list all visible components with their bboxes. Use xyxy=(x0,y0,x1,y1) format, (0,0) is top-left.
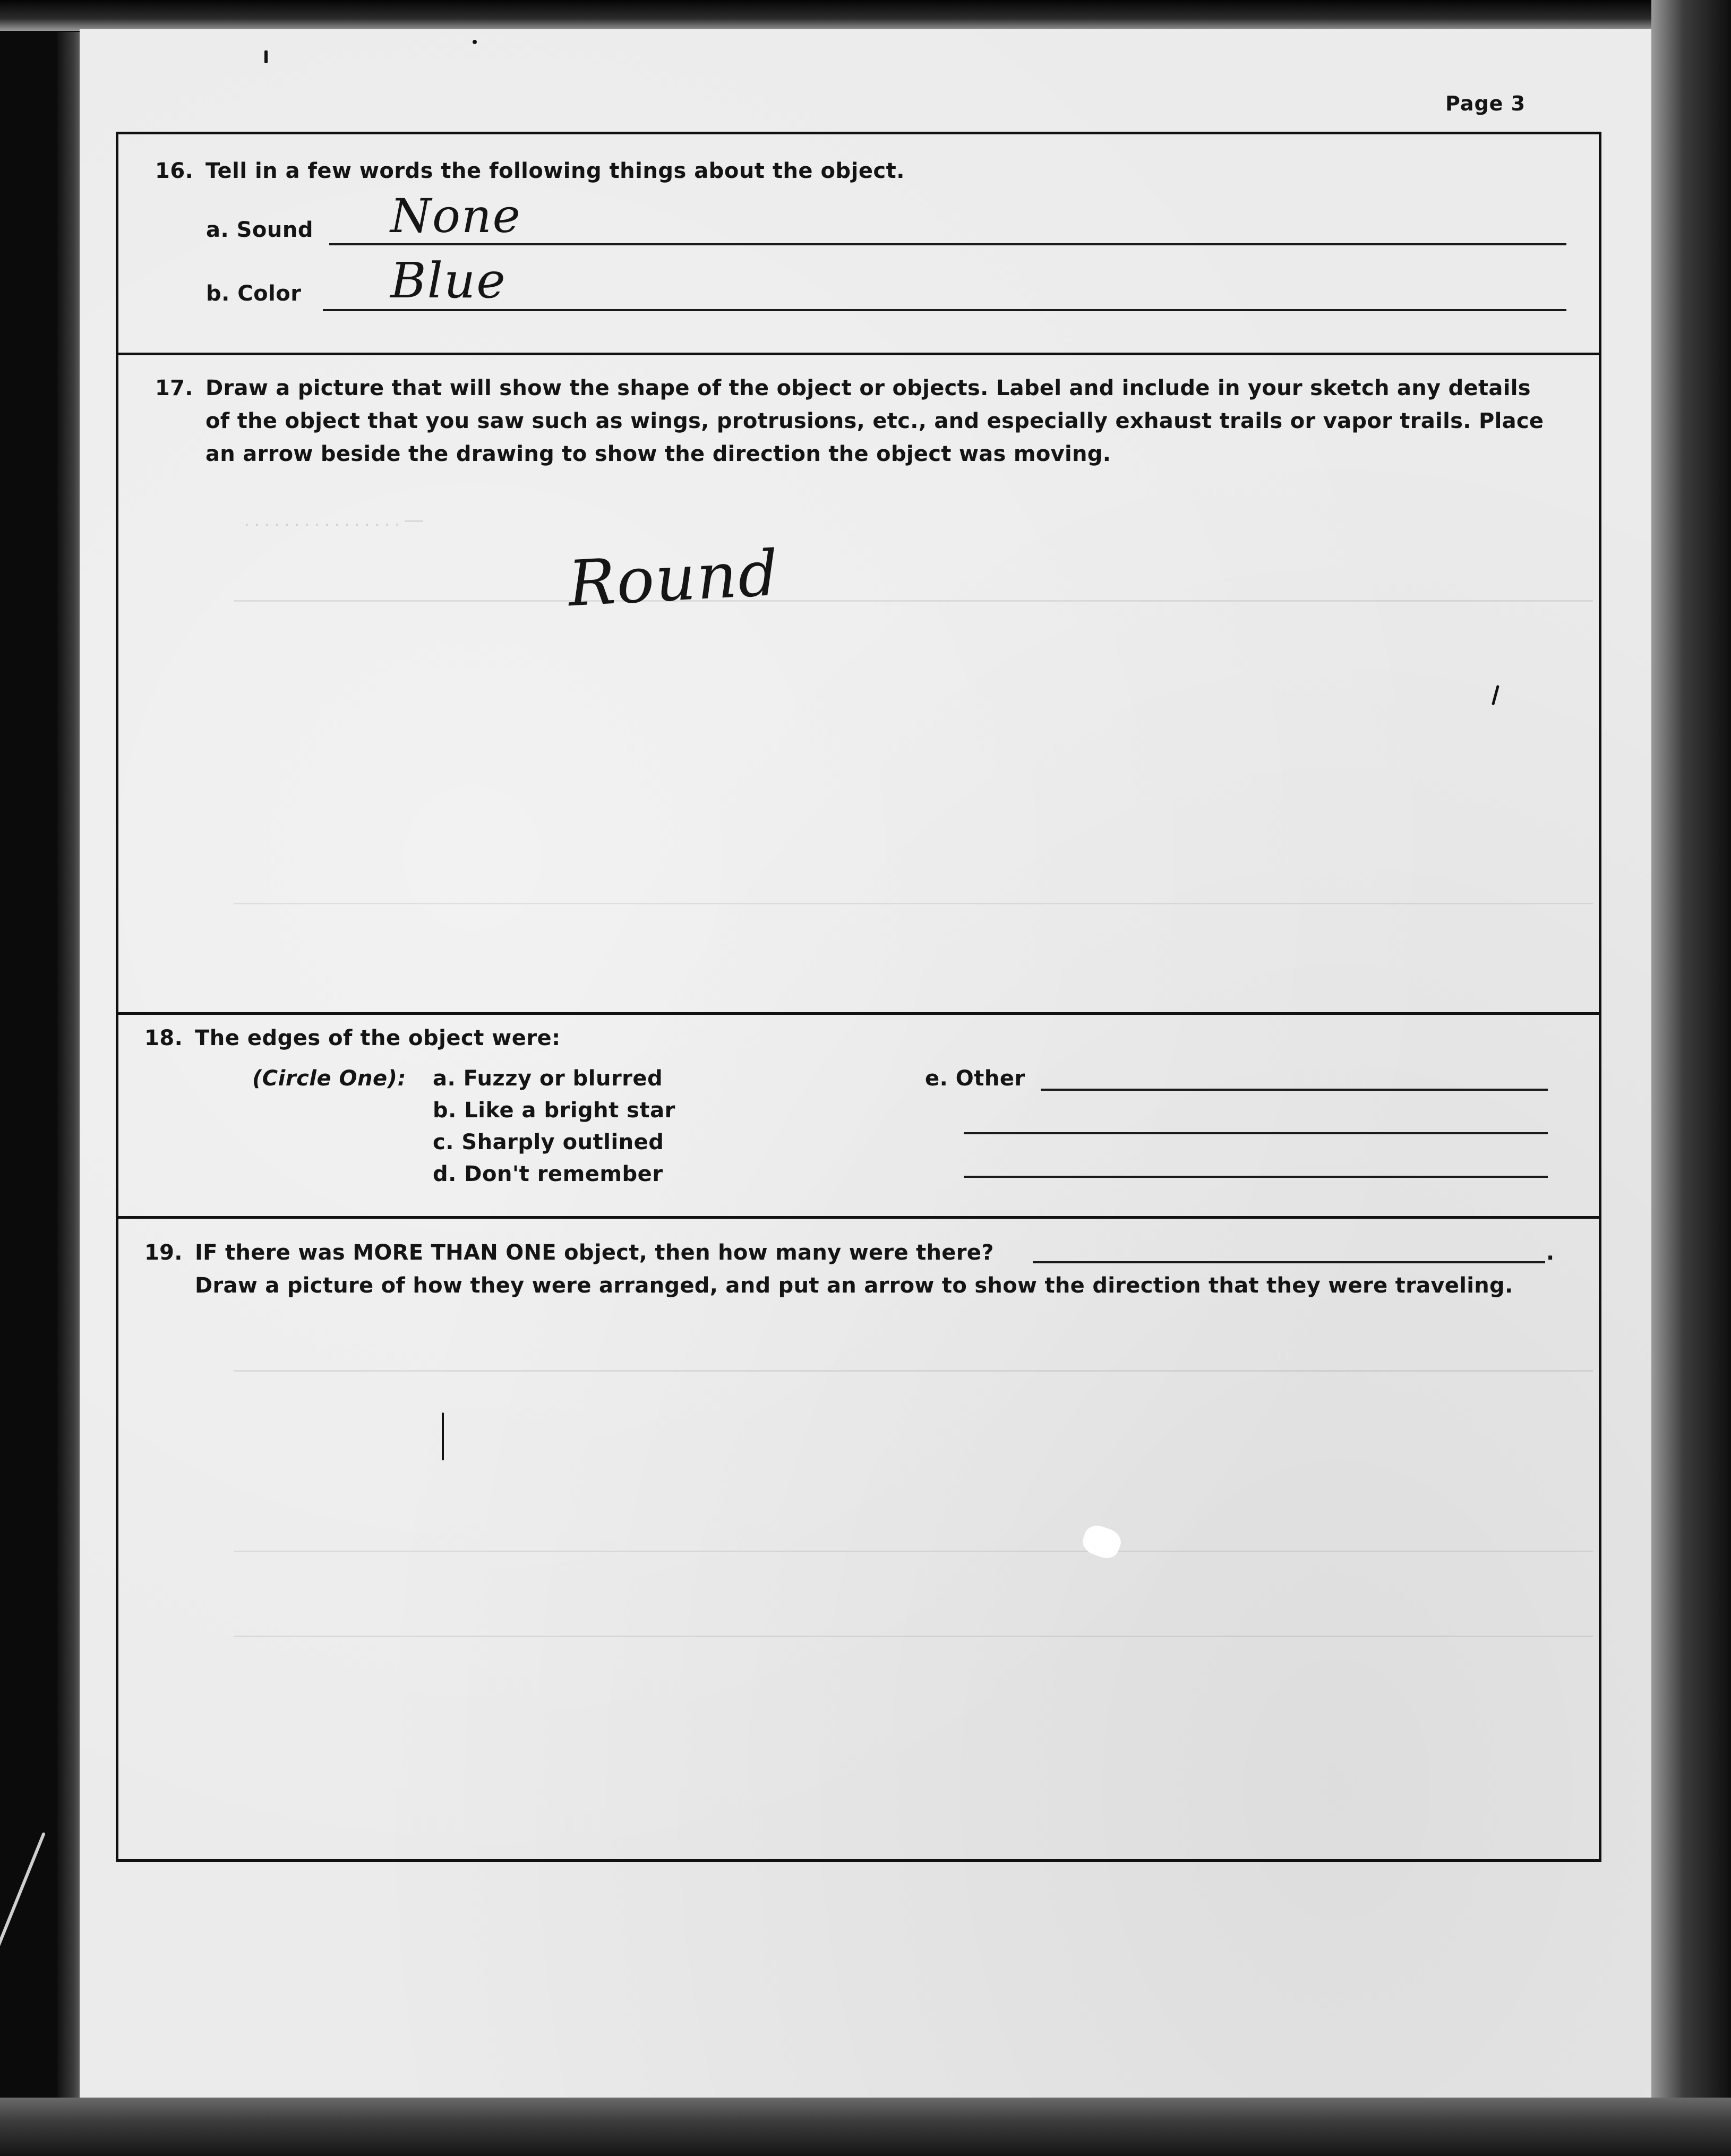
section-divider xyxy=(116,1012,1601,1015)
section-divider xyxy=(116,1216,1601,1219)
form-top-rule xyxy=(116,132,1601,134)
bleed-through-text: — . . . . . . . . . . . . . . . . xyxy=(244,510,423,530)
q17-number: 17. xyxy=(155,376,193,400)
q18-prompt xyxy=(144,1022,561,1054)
q19-line2: Draw a picture of how they were arranged, and put an arrow to show the direction that they were traveling. xyxy=(195,1273,1513,1298)
q18-number: 18. xyxy=(144,1026,183,1050)
q18-instruction: (Circle One): xyxy=(252,1066,406,1091)
photo-top-edge xyxy=(0,0,1731,31)
q16-sound-label: a. Sound xyxy=(206,218,313,242)
q17-sketch-answer: Round xyxy=(566,536,781,621)
q17-line3: an arrow beside the drawing to show the direction the object was moving. xyxy=(205,442,1111,466)
q16-prompt xyxy=(155,155,905,187)
q19-prompt xyxy=(144,1236,1513,1302)
q18-other-line-2[interactable] xyxy=(964,1132,1548,1134)
q16-color-answer: Blue xyxy=(390,252,507,309)
q16-text: Tell in a few words the following things about the object. xyxy=(205,159,905,183)
q17-prompt xyxy=(155,372,1544,470)
page-number: Page 3 xyxy=(1445,92,1526,115)
q18-other-line[interactable] xyxy=(1041,1089,1548,1091)
q16-color-label: b. Color xyxy=(206,281,302,306)
q18-option-b[interactable]: b. Like a bright star xyxy=(433,1098,675,1123)
photo-right-edge xyxy=(1651,0,1731,2156)
q18-option-a[interactable]: a. Fuzzy or blurred xyxy=(433,1066,663,1091)
photo-bottom-edge xyxy=(0,2098,1731,2156)
q17-line2: of the object that you saw such as wings, protrusions, etc., and especially exhaust trails or vapor trails. Place xyxy=(205,409,1544,433)
dust-speck xyxy=(473,40,477,44)
scratch-mark xyxy=(0,1832,46,1981)
q19-line-end: . xyxy=(1546,1240,1555,1265)
q16-color-line[interactable] xyxy=(323,309,1566,311)
q17-line1: Draw a picture that will show the shape of the object or objects. Label and include in your sketch any details xyxy=(205,376,1531,400)
q16-sound-line[interactable] xyxy=(329,243,1566,245)
q18-option-e[interactable]: e. Other xyxy=(925,1066,1025,1091)
q18-option-d[interactable]: d. Don't remember xyxy=(433,1162,663,1186)
q19-line1: IF there was MORE THAN ONE object, then how many were there? xyxy=(195,1240,994,1265)
q16-sound-answer: None xyxy=(390,189,521,243)
q18-option-c[interactable]: c. Sharply outlined xyxy=(433,1130,664,1154)
section-divider xyxy=(116,353,1601,355)
dust-speck xyxy=(264,50,268,63)
q18-other-line-3[interactable] xyxy=(964,1176,1548,1178)
q19-count-line[interactable] xyxy=(1033,1261,1545,1263)
q19-number: 19. xyxy=(144,1240,183,1265)
q16-number: 16. xyxy=(155,159,194,183)
q18-text: The edges of the object were: xyxy=(195,1026,561,1050)
scratch-mark xyxy=(442,1413,444,1460)
form-bottom-rule xyxy=(116,1859,1601,1862)
